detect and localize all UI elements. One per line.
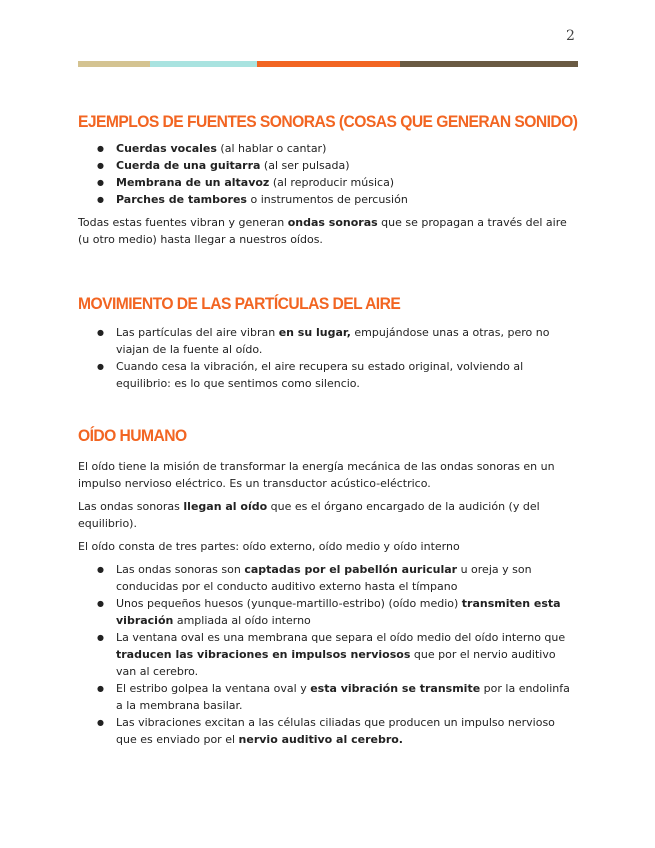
movimiento-list: [78, 324, 578, 392]
list-item: ● Las ondas sonoras son captadas por el pabellón auricular u oreja y son conducidas por el conducto auditivo externo hasta el tímpano: [78, 561, 578, 595]
list-item: ● Las vibraciones excitan a las células ciliadas que producen un impulso nervioso que es enviado por el nervio auditivo al cerebro.: [78, 714, 578, 748]
list-item: ● Las partículas del aire vibran en su lugar, empujándose unas a otras, pero no viajan de la fuente al oído.: [78, 324, 578, 358]
section-title-fuentes: EJEMPLOS DE FUENTES SONORAS (COSAS QUE GENERAN SONIDO): [78, 112, 578, 131]
fuentes-paragraph: Todas estas fuentes vibran y generan ondas sonoras que se propagan a través del aire (u otro medio) hasta llegar a nuestros oídos.: [78, 216, 567, 246]
fuentes-list: [78, 140, 578, 208]
list-item: ● Cuerdas vocales (al hablar o cantar): [78, 140, 578, 157]
rule-segment-tan: [78, 61, 150, 67]
page-number: 2: [566, 28, 575, 44]
list-item: ● Parches de tambores o instrumentos de percusión: [78, 191, 578, 208]
rule-segment-cyan: [150, 61, 257, 67]
list-item: ● Membrana de un altavoz (al reproducir música): [78, 174, 578, 191]
list-item: ● El estribo golpea la ventana oval y esta vibración se transmite por la endolinfa a la membrana basilar.: [78, 680, 578, 714]
header-color-rule: [78, 61, 578, 67]
list-item: ● Unos pequeños huesos (yunque-martillo-estribo) (oído medio) transmiten esta vibración ampliada al oído interno: [78, 595, 578, 629]
list-item: ● Cuando cesa la vibración, el aire recupera su estado original, volviendo al equilibrio: es lo que sentimos como silencio.: [78, 358, 578, 392]
list-item: ● Cuerda de una guitarra (al ser pulsada): [78, 157, 578, 174]
oido-paragraph-1: El oído tiene la misión de transformar la energía mecánica de las ondas sonoras en un impulso nervioso eléctrico. Es un transductor acústico-eléctrico.: [78, 460, 555, 490]
list-item: ● La ventana oval es una membrana que separa el oído medio del oído interno que traducen las vibraciones en impulsos nerviosos que por el nervio auditivo van al cerebro.: [78, 629, 578, 680]
section-title-oido: OÍDO HUMANO: [78, 426, 187, 445]
oido-paragraph-3: El oído consta de tres partes: oído externo, oído medio y oído interno: [78, 540, 460, 553]
oido-list: [78, 561, 578, 748]
rule-segment-orange: [257, 61, 400, 67]
rule-segment-brown: [400, 61, 578, 67]
document-body: [78, 112, 578, 748]
section-title-movimiento: MOVIMIENTO DE LAS PARTÍCULAS DEL AIRE: [78, 294, 401, 313]
oido-paragraph-2: Las ondas sonoras llegan al oído que es el órgano encargado de la audición (y del equilibrio).: [78, 500, 540, 530]
